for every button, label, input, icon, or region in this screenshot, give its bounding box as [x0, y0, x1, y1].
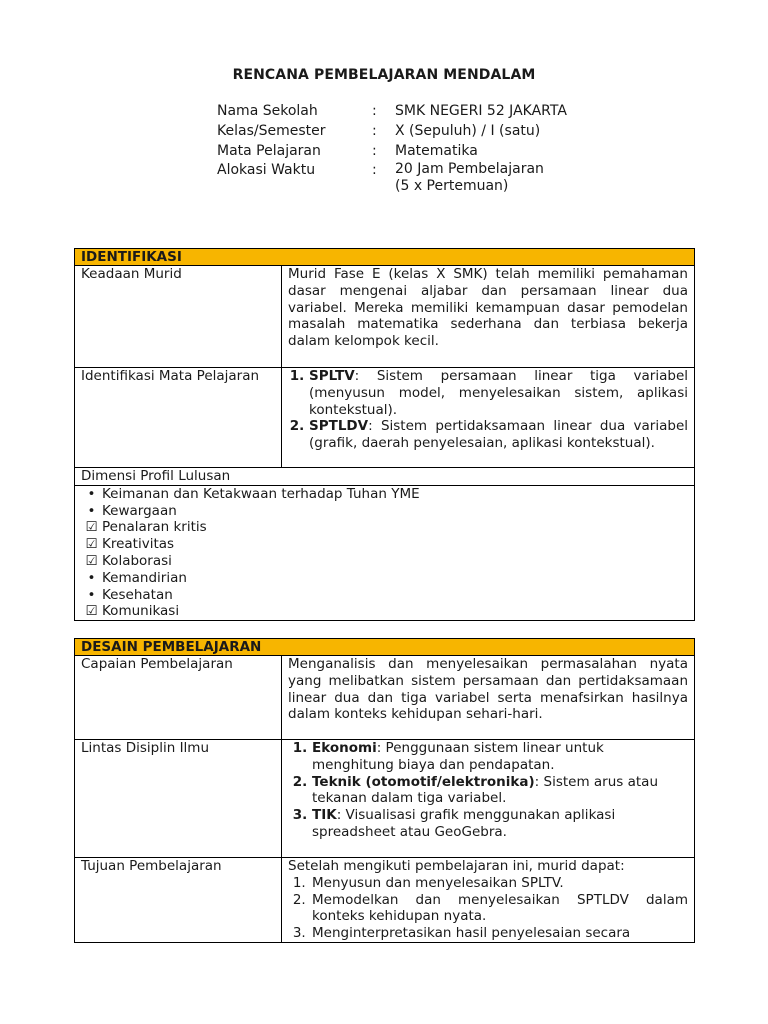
list-item-text: Kolaborasi	[102, 552, 172, 569]
document-title: RENCANA PEMBELAJARAN MENDALAM	[232, 67, 536, 83]
meta-row-time	[217, 160, 655, 195]
meta-label: Alokasi Waktu	[217, 162, 316, 178]
meta-colon: :	[372, 123, 377, 139]
list-item-desc: : Sistem pertidaksamaan linear dua variabel (grafik, daerah penyelesaian, aplikasi kontekstual).	[309, 418, 688, 452]
checkbox-checked-icon: ☑	[85, 552, 98, 569]
list-item	[81, 536, 688, 553]
meta-value-line2: (5 x Pertemuan)	[395, 178, 509, 194]
list-item-term: Ekonomi	[312, 740, 377, 756]
meta-colon: :	[372, 162, 377, 178]
list-item	[81, 553, 688, 570]
meta-value: SMK NEGERI 52 JAKARTA	[395, 103, 567, 119]
list-item	[81, 587, 688, 604]
list-item	[312, 807, 688, 841]
list-item-text: Kreativitas	[102, 536, 175, 553]
list-item-desc: : Sistem persamaan linear tiga variabel (menyusun model, menyelesaikan sistem, aplikasi kontekstual).	[309, 368, 688, 418]
tujuan-intro: Setelah mengikuti pembelajaran ini, murid dapat:	[288, 858, 625, 874]
list-item	[81, 603, 688, 620]
lintas-disiplin-label: Lintas Disiplin Ilmu	[75, 740, 282, 858]
identifikasi-header: IDENTIFIKASI	[75, 249, 695, 266]
bullet-icon: •	[87, 502, 96, 519]
meta-row-school	[217, 101, 655, 121]
list-item	[81, 570, 688, 587]
list-item-text: Komunikasi	[102, 603, 180, 620]
list-item-text: Kemandirian	[102, 569, 187, 586]
bullet-icon: •	[87, 569, 96, 586]
list-item-text: Kewargaan	[102, 502, 177, 519]
meta-row-subject	[217, 141, 655, 161]
lintas-disiplin-cell	[282, 740, 695, 858]
list-item-text: Penalaran kritis	[102, 519, 207, 536]
list-item	[309, 418, 688, 452]
keadaan-murid-text: Murid Fase E (kelas X SMK) telah memiliki pemahaman dasar mengenai aljabar dan persamaan linear dua variabel. Mereka memiliki kemampuan dasar pemodelan masalah matematika sederhana dan terbiasa bekerja dalam kelompok kecil.	[282, 266, 695, 368]
meta-label: Mata Pelajaran	[217, 143, 321, 159]
meta-label: Kelas/Semester	[217, 123, 326, 139]
checkbox-checked-icon: ☑	[85, 519, 98, 536]
meta-value-line1: 20 Jam Pembelajaran	[395, 161, 544, 177]
list-item	[81, 486, 688, 503]
dimensi-profil-label: Dimensi Profil Lulusan	[75, 468, 695, 486]
bullet-icon: •	[87, 485, 96, 502]
list-item-desc: : Visualisasi grafik menggunakan aplikasi spreadsheet atau GeoGebra.	[312, 807, 616, 840]
capaian-label: Capaian Pembelajaran	[75, 656, 282, 740]
desain-table	[74, 638, 695, 943]
list-item-text: Kesehatan	[102, 586, 173, 603]
meta-value: X (Sepuluh) / I (satu)	[395, 123, 541, 139]
meta-label: Nama Sekolah	[217, 103, 318, 119]
meta-value	[395, 160, 655, 195]
dimensi-profil-cell	[75, 485, 695, 620]
keadaan-murid-label: Keadaan Murid	[75, 266, 282, 368]
dimensi-profil-list	[77, 486, 688, 620]
identifikasi-mapel-label: Identifikasi Mata Pelajaran	[75, 368, 282, 468]
list-item	[312, 740, 688, 774]
capaian-text: Menganalisis dan menyelesaikan permasalahan nyata yang melibatkan sistem persamaan dan pertidaksamaan linear dua dan tiga variabel serta menafsirkan hasilnya dalam konteks kehidupan sehari-hari.	[282, 656, 695, 740]
checkbox-checked-icon: ☑	[85, 603, 98, 620]
checkbox-checked-icon: ☑	[85, 536, 98, 553]
tujuan-cell	[282, 858, 695, 943]
list-item-desc: : Sistem arus atau tekanan dalam tiga variabel.	[312, 773, 659, 807]
identifikasi-mapel-list-cell	[282, 368, 695, 468]
list-item-text: Keimanan dan Ketakwaan terhadap Tuhan YME	[102, 485, 420, 502]
identifikasi-mapel-list	[288, 368, 688, 452]
tujuan-list	[288, 875, 688, 942]
list-item-term: Teknik (otomotif/elektronika)	[312, 773, 535, 790]
desain-header: DESAIN PEMBELAJARAN	[75, 639, 695, 656]
identifikasi-table	[74, 248, 695, 621]
list-item	[81, 519, 688, 536]
list-item-term: SPLTV	[309, 368, 355, 384]
list-item	[309, 368, 688, 418]
list-item	[81, 503, 688, 520]
list-item: 3. Menginterpretasikan hasil penyelesaian secara	[310, 925, 688, 942]
list-item-desc: : Penggunaan sistem linear untuk menghitung biaya dan pendapatan.	[312, 740, 604, 773]
list-item	[312, 774, 688, 808]
lintas-disiplin-list	[288, 740, 688, 841]
meta-colon: :	[372, 143, 377, 159]
tujuan-label: Tujuan Pembelajaran	[75, 858, 282, 943]
list-item-term: SPTLDV	[309, 418, 369, 435]
meta-colon: :	[372, 103, 377, 119]
meta-row-class	[217, 121, 655, 141]
list-item: 1. Menyusun dan menyelesaikan SPLTV.	[310, 875, 688, 892]
meta-block	[217, 101, 655, 195]
meta-value: Matematika	[395, 143, 478, 159]
list-item-term: TIK	[312, 807, 337, 824]
list-item: 2. Memodelkan dan menyelesaikan SPTLDV dalam konteks kehidupan nyata.	[310, 892, 688, 926]
bullet-icon: •	[87, 586, 96, 603]
